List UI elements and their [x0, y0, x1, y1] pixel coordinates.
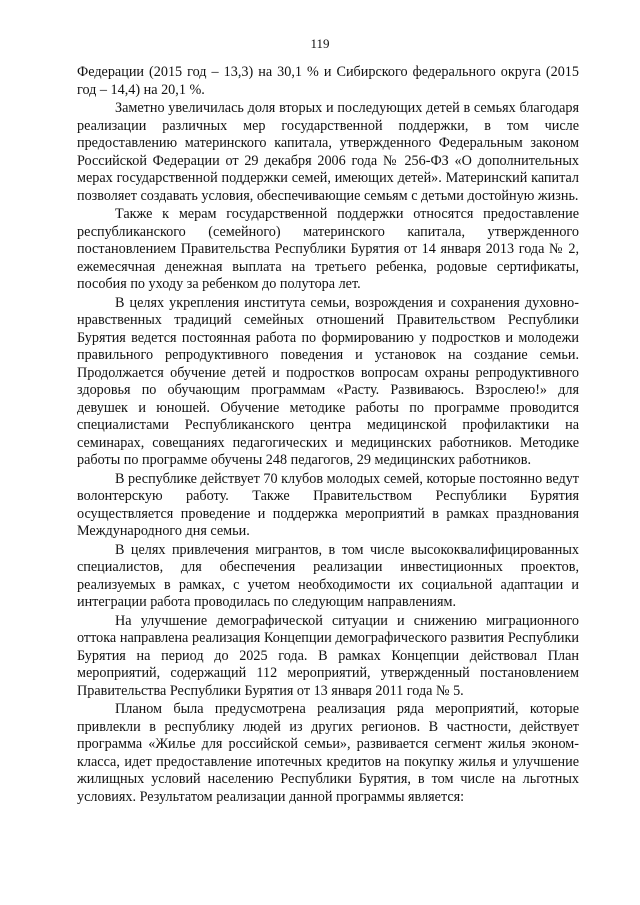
- paragraph-demographic-concept: На улучшение демографической ситуации и снижению миграционного оттока направлена реализация Концепции демографического развития Республики Бурятия на период до 2025 года. В рамках Концепции действовал План мероприятий, содержащий 112 мероприятий, утвержденный постановлением Правительства Республики Бурятия от 13 января 2011 года № 5.: [77, 612, 579, 699]
- paragraph-young-family-clubs: В республике действует 70 клубов молодых семей, которые постоянно ведут волонтерскую работу. Также Правительством Республики Бурятия осуществляется проведение и поддержка мероприятий в рамках празднования Международного дня семьи.: [77, 470, 579, 539]
- paragraph-family-institution: В целях укрепления института семьи, возрождения и сохранения духовно-нравственных традиций семейных отношений Правительством Республики Бурятия ведется постоянная работа по формированию у подростков и молодежи правильного репродуктивного поведения и установок на создание семьи. Продолжается обучение детей и подростков вопросам охраны репродуктивного здоровья по обучающим программам «Расту. Развиваюсь. Взрослею!» для девушек и юношей. Обучение методике работы по программе проводится специалистами Республиканского центра медицинской профилактики на семинарах, совещаниях педагогических и медицинских работников. Методике работы по программе обучены 248 педагогов, 29 медицинских работников.: [77, 294, 579, 468]
- paragraph-housing-program: Планом была предусмотрена реализация ряда мероприятий, которые привлекли в республику людей из других регионов. В частности, действует программа «Жилье для российской семьи», развивается сегмент жилья эконом-класса, идет предоставление ипотечных кредитов на покупку жилья и улучшение жилищных условий населению Республики Бурятия, в том числе на льготных условиях. Результатом реализации данной программы является:: [77, 701, 579, 805]
- paragraph-state-support-measures: Также к мерам государственной поддержки относятся предоставление республиканского (семейного) материнского капитала, утвержденного постановлением Правительства Республики Бурятия от 14 января 2013 года № 2, ежемесячная денежная выплата на третьего ребенка, родовые сертификаты, пособия по уходу за ребенком до полутора лет.: [77, 206, 579, 292]
- body-text: [77, 64, 579, 806]
- page-number: 119: [310, 36, 330, 51]
- paragraph-maternity-capital: Заметно увеличилась доля вторых и последующих детей в семьях благодаря реализации различных мер государственной поддержки, в том числе предоставлению материнского капитала, утвержденного Федеральным законом Российской Федерации от 29 декабря 2006 года № 256-ФЗ «О дополнительных мерах государственной поддержки семей, имеющих детей». Материнский капитал позволяет создавать условия, обеспечивающие семьям с детьми достойную жизнь.: [77, 100, 579, 204]
- paragraph-migrants: В целях привлечения мигрантов, в том числе высококвалифицированных специалистов, для обеспечения реализации инвестиционных проектов, реализуемых в рамках, с учетом необходимости их социальной адаптации и интеграции работа проводилась по следующим направлениям.: [77, 541, 579, 610]
- paragraph-continuation: Федерации (2015 год – 13,3) на 30,1 % и Сибирского федерального округа (2015 год – 14,4) на 20,1 %.: [77, 64, 579, 98]
